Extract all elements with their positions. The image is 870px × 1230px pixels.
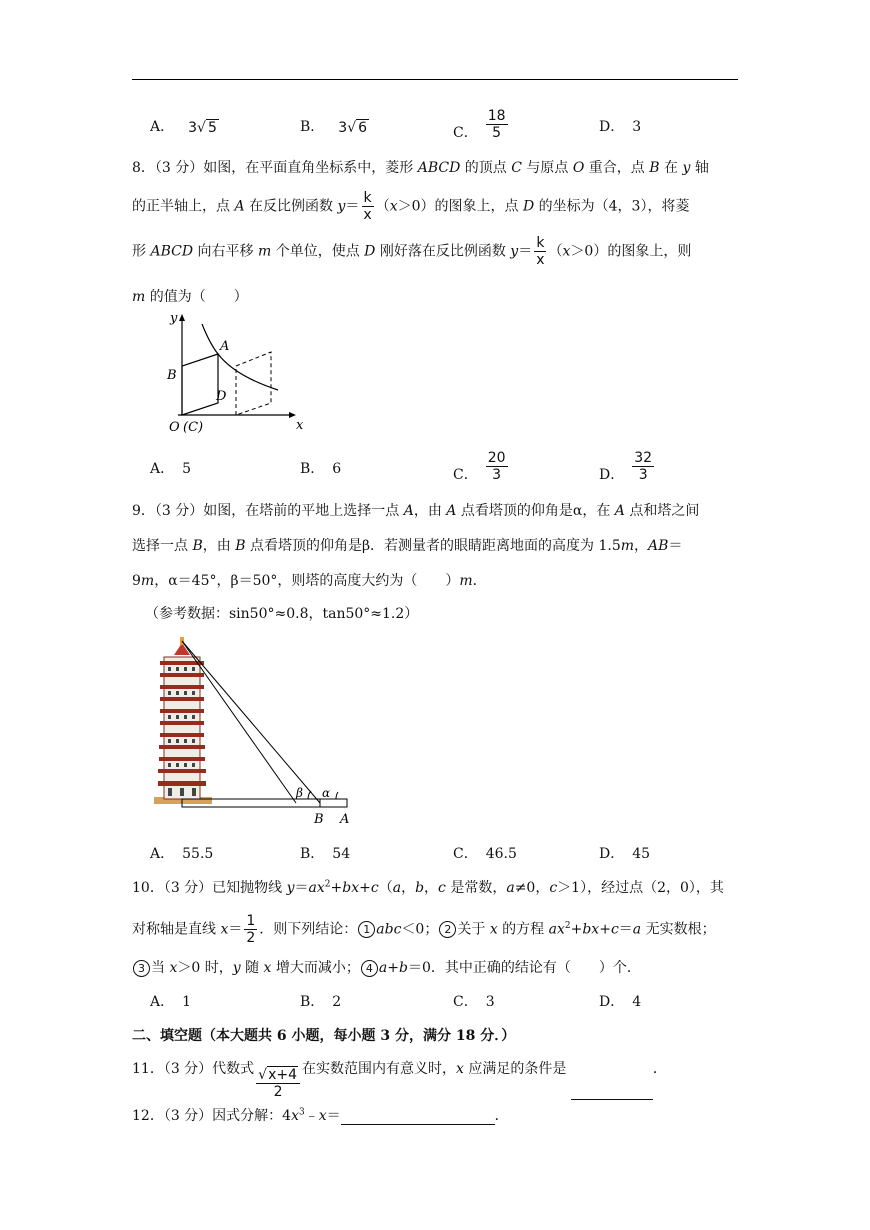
- q12-line: 12．（3 分）因式分解：$4x^3﹣x=$ ．: [132, 1107, 509, 1124]
- section-title: 二、填空题（本大题共 6 小题，每小题 3 分，满分 18 分．）: [132, 1028, 516, 1044]
- q10-line1: 10．（3 分）已知抛物线 $y=ax^2+bx+c(a$，b，c 是常数，a≠0，c＞1），经过点（2，0），其: [132, 879, 724, 896]
- label-o: O: [169, 420, 180, 435]
- q7-option-d[interactable]: D． 3: [599, 119, 642, 135]
- q10-line2: 对称轴是直线 x＝ $\frac{1}{2}$ ．则下列结论： 1 abc＜0； 2 关于 x 的方程 $ax^2+bx+c=a$ 无实数根；: [132, 913, 716, 946]
- q10-option-a[interactable]: A． 1: [150, 994, 192, 1010]
- q9-figure: [150, 635, 360, 830]
- q9-line3: 9m，α＝45°，β＝50°，则塔的高度大约为（ ）m．: [132, 573, 487, 589]
- angle-alpha-arc: [336, 792, 338, 799]
- hyperbola-curve: [202, 324, 278, 390]
- x-axis-arrow: [289, 412, 296, 418]
- q10-options: [150, 991, 750, 1013]
- q10-option-d[interactable]: D． 4: [599, 994, 642, 1010]
- q8-option-a[interactable]: A． 5: [150, 461, 192, 477]
- q10-option-c[interactable]: C． 3: [453, 994, 495, 1010]
- q9-option-a[interactable]: A． 55.5: [150, 846, 214, 862]
- q8-option-b[interactable]: B． 6: [300, 461, 342, 477]
- q8-options: [150, 450, 750, 483]
- rhombus-abcd: [182, 354, 218, 415]
- q9-options: [150, 843, 750, 865]
- header-rule: [132, 79, 738, 80]
- label-a: A: [340, 812, 350, 827]
- pagoda: [154, 637, 212, 804]
- q7-option-b[interactable]: B． 3√ 6: [300, 119, 368, 136]
- q11-answer-blank[interactable]: [571, 1085, 653, 1100]
- q8-option-d[interactable]: D． $\frac{32}{3}$: [599, 450, 653, 483]
- q9-option-b[interactable]: B． 54: [300, 846, 351, 862]
- q8-line1: 8．（3 分）如图，在平面直角坐标系中，菱形 ABCD 的顶点 C 与原点 O 重合，点 B 在 y 轴: [132, 160, 709, 176]
- q8-option-c[interactable]: C． $\frac{20}{3}$: [453, 450, 506, 483]
- q8-line2: 的正半轴上，点 A 在反比例函数 y＝ $\frac{k}{x}$ （x＞0）的图象上，点 D 的坐标为（4，3），将菱: [132, 190, 690, 223]
- label-beta: β: [296, 786, 303, 800]
- angle-beta-arc: [308, 791, 311, 799]
- label-b: B: [167, 368, 177, 383]
- q7-options: [150, 108, 750, 141]
- label-c: (C): [183, 420, 204, 435]
- q9-option-c[interactable]: C． 46.5: [453, 846, 517, 862]
- rhombus-translated: [236, 352, 271, 415]
- q11-line: 11．（3 分）代数式 $\frac{√x+4}{2}$ 在实数范围内有意义时，x 应满足的条件是 ．: [132, 1061, 667, 1100]
- q10-line3: 3 当 x＞0 时，y 随 x 增大而减小； 4 a+b＝0．其中正确的结论有（ ）个．: [132, 957, 742, 977]
- label-y: y: [170, 311, 178, 326]
- q7-option-a[interactable]: A． 3√ 5: [150, 119, 217, 136]
- label-b: B: [314, 812, 324, 827]
- label-alpha: α: [322, 786, 331, 800]
- q7-option-c[interactable]: C． $\frac{18}{5}$: [453, 108, 506, 141]
- q9-line2: 选择一点 B，由 B 点看塔顶的仰角是β．若测量者的眼睛距离地面的高度为 1.5m，AB＝: [132, 538, 683, 554]
- q9-line1: 9．（3 分）如图，在塔前的平地上选择一点 A，由 A 点看塔顶的仰角是α，在 A 点和塔之间: [132, 503, 700, 519]
- y-axis-arrow: [179, 314, 185, 321]
- q8-line4: m 的值为（ ）: [132, 289, 248, 305]
- label-x: x: [296, 418, 304, 433]
- q12-answer-blank[interactable]: [341, 1110, 495, 1125]
- label-d: D: [216, 389, 227, 404]
- q8-line3: 形 ABCD 向右平移 m 个单位，使点 D 刚好落在反比例函数 y＝ $\frac{k}{x}$ （x＞0）的图象上，则: [132, 235, 692, 268]
- q9-option-d[interactable]: D． 45: [599, 846, 651, 862]
- label-a: A: [220, 339, 230, 354]
- q10-option-b[interactable]: B． 2: [300, 994, 342, 1010]
- q9-ref: （参考数据：sin50°≈0.8，tan50°≈1.2）: [145, 606, 419, 622]
- q8-figure: [150, 308, 320, 438]
